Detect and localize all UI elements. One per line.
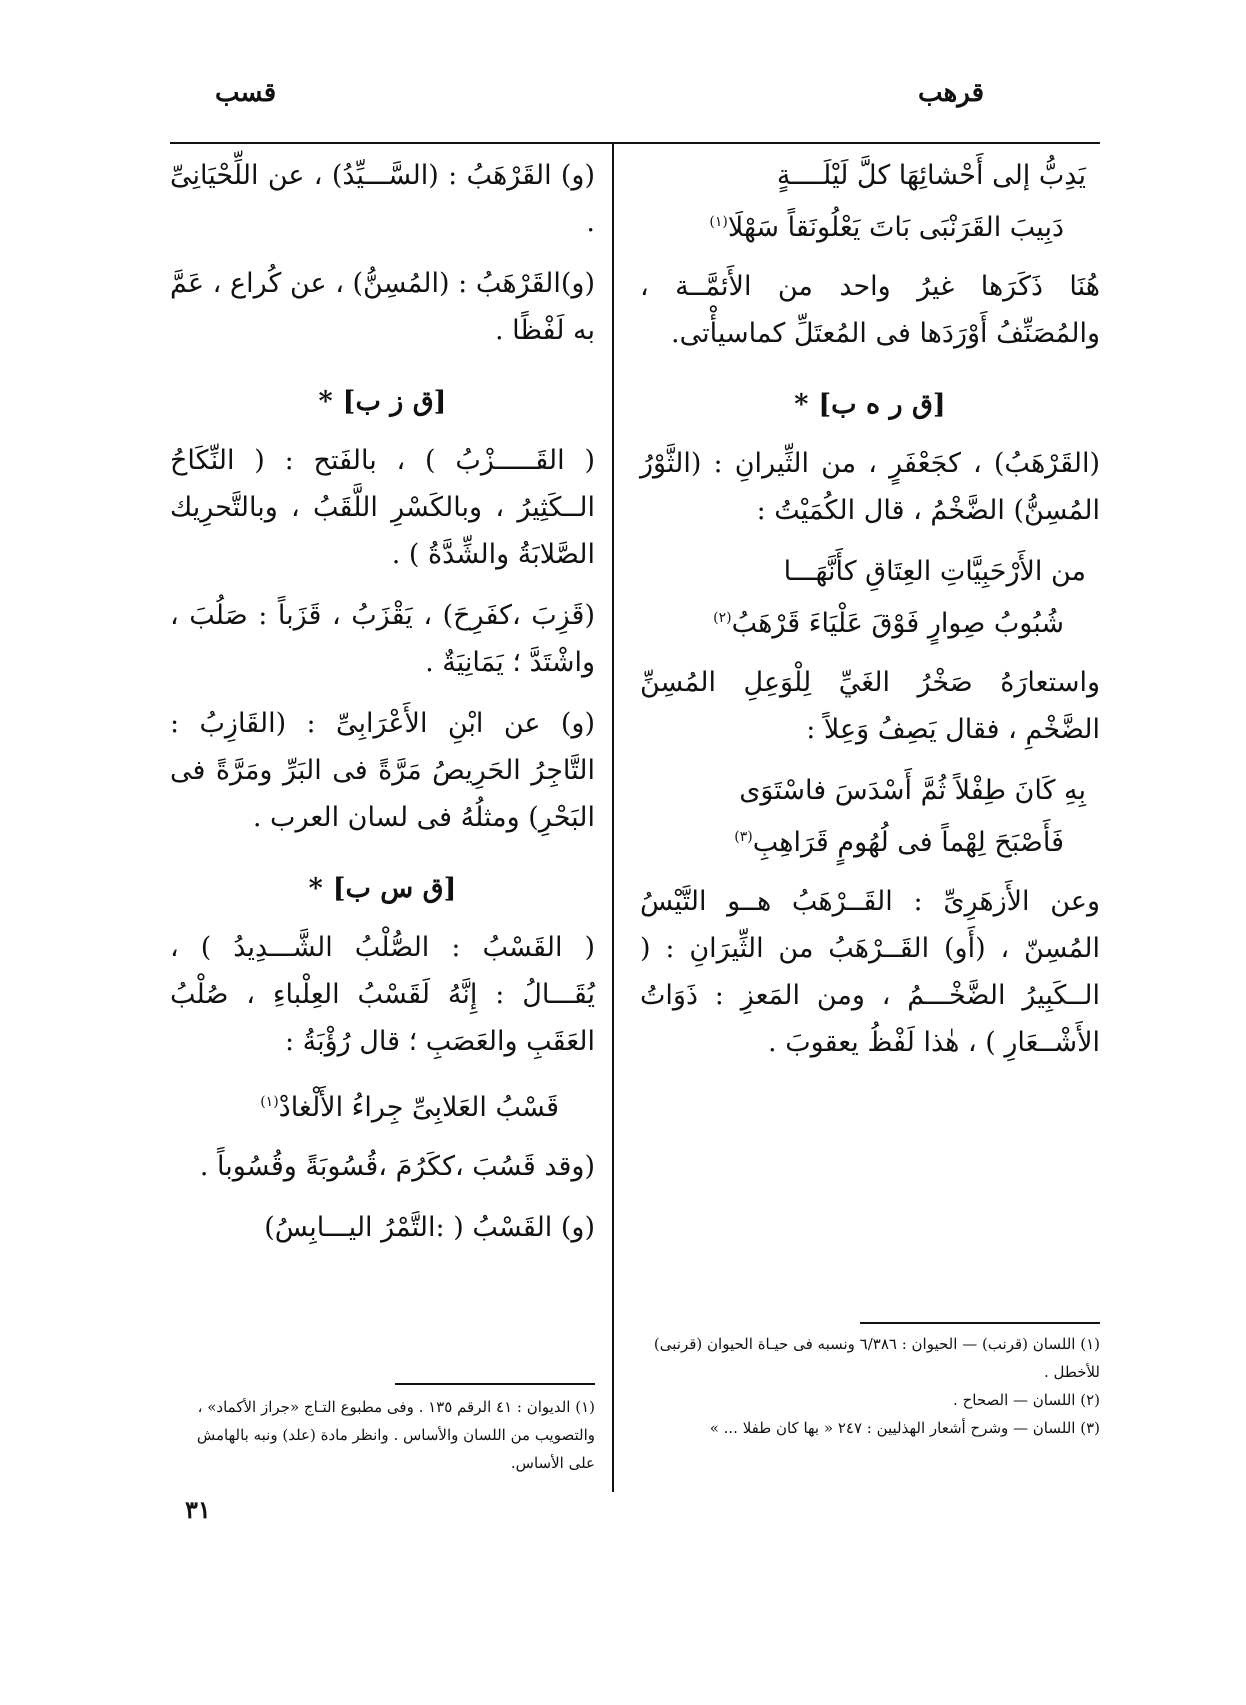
entry-paragraph: هُنَا ذَكَرَها غيرُ واحد من الأَئمَّــة ، والمُصَنِّفُ أَوْرَدَها فى المُعتَلِّ كماسيأْتى. [640, 271, 1100, 349]
running-head-left: قسب [215, 78, 277, 108]
entry-heading: [ق ر ه ب]* [794, 389, 946, 420]
entry-paragraph: (القَرْهَبُ) ، كجَعْفَرٍ ، من الثِّيرانِ : (الثَّوْرُ المُسِنُّ) الضَّخْمُ ، قال الكُمَيْتُ : [640, 448, 1100, 526]
footnote-rule [860, 1322, 1100, 1324]
footnote: (٣) اللسان — وشرح أشعار الهذليين : ٢٤٧ « بها كان طفلا ... » [709, 1419, 1100, 1437]
verse-block [640, 548, 1086, 647]
verse-line: يَدِبُّ إلى أَحْشائِهَا كلَّ لَيْلَــــةٍ [776, 160, 1086, 191]
entry-paragraph: (و) القَرْهَبُ : (السَّـــيِّدُ) ، عن اللِّحْيَانِىِّ . [170, 160, 595, 238]
entry-paragraph: (قَزِبَ ،كفَرِحَ) ، يَقْزَبُ ، قَزَباً : صَلُبَ ، واشْتَدَّ ؛ يَمَانِيَةٌ . [170, 600, 595, 678]
entry-paragraph: (و) القَسْبُ ( :التَّمْرُ اليـــابِسُ) [264, 1212, 595, 1243]
entry-paragraph: ( القَسْبُ : الصُّلْبُ الشَّـــدِيدُ ) ، يُقَـــالُ : إِنَّهُ لَقَسْبُ العِلْباءِ ، صُلْبُ العَقَبِ والعَصَبِ ؛ قال رُؤْبَةُ : [170, 932, 595, 1057]
footnote-rule [395, 1383, 595, 1385]
verse-block [640, 152, 1086, 251]
verse-line: دَبِيبَ القَرَنْبَى بَاتَ يَعْلُونَقاً سَهْلَا$^{(١)}$ [709, 212, 1064, 243]
verse-block [640, 767, 1086, 866]
footnote: (١) الديوان : ٤١ الرقم ١٣٥ . وفى مطبوع التـاج «جراز الأكماد» ، والتصويب من اللسان والأساس . وانظر مادة (علد) ونبه بالهامش على الأساس. [196, 1398, 595, 1472]
right-column [640, 152, 1100, 1080]
verse-line: من الأَرْحَبِيَّاتِ العِتَاقِ كأَنَّهَـــا [783, 556, 1086, 587]
entry-paragraph: واستعارَهُ صَخْرُ الغَيِّ لِلْوَعِلِ المُسِنِّ الضَّخْمِ ، فقال يَصِفُ وَعِلاً : [640, 667, 1100, 745]
verse-line: فَأَصْبَحَ لِهْماً فى لُهُومٍ قَرَاهِبِ$^{(٣)}$ [734, 827, 1064, 858]
verse-line: بِهِ كَانَ طِفْلاً ثُمَّ أَسْدَسَ فاسْتَوَى [739, 775, 1086, 806]
verse-block [170, 1079, 581, 1131]
entry-heading: [ق ز ب]* [318, 386, 447, 417]
footnote: (٢) اللسان — الصحاح . [953, 1391, 1100, 1409]
header-rule [170, 142, 1100, 144]
page-number: ٣١ [185, 1495, 211, 1524]
entry-paragraph: ( القَـــــزْبُ ) ، بالفَتح : ( النِّكَاحُ الــكَثِيرُ ، وبالكَسْرِ اللَّقَبُ ، وبالتَّحرِيك الصَّلابَةُ والشِّدَّةُ ) . [170, 445, 595, 570]
footnote-marker: (١) [709, 214, 728, 230]
entry-heading: [ق س ب]* [308, 873, 457, 904]
entry-paragraph: وعن الأَزهَرِىِّ : القَــرْهَبُ هــو التَّيْسُ المُسِنّ ، (أَو) القَــرْهَبُ من الثِّيرَانِ : ( الــكَبِيرُ الضَّخْـــمُ ، ومن المَعزِ : ذَوَاتُ الأَشْــعَارِ ) ، هٰذا لَفْظُ يعقوبَ . [640, 886, 1100, 1058]
footnote: (١) اللسان (قرنب) — الحيوان : ٦/٣٨٦ ونسبه فى حيـاة الحيوان (قرنبى) للأخطل . [653, 1335, 1100, 1381]
entry-paragraph: (وقد قَسُبَ ،ككَرُمَ ،قُسُوبَةً وقُسُوباً . [199, 1151, 595, 1182]
entry-paragraph: (و) عن ابْنِ الأَعْرَابِىِّ : (القَازِبُ : التَّاجِرُ الحَرِيصُ مَرَّةً فى البَرِّ ومَرَّةً فى البَحْرِ) ومثلُهُ فى لسان العرب . [170, 708, 595, 833]
footnotes-left [170, 1393, 595, 1477]
verse-line: قَسْبُ العَلابِىِّ جِراءُ الأَلْغادْ$^{(١)}$ [260, 1092, 559, 1123]
entry-paragraph: (و)القَرْهَبُ : (المُسِنُّ) ، عن كُراع ، عَمَّ به لَفْظًا . [170, 268, 595, 346]
footnotes-right [640, 1330, 1100, 1442]
footnote-marker: (٢) [713, 610, 732, 626]
left-column [170, 152, 595, 1265]
running-head-right: قرهب [917, 78, 984, 108]
footnote-marker: (١) [260, 1094, 279, 1110]
verse-line: شُبُوبُ صِوارٍ فَوْقَ عَلْيَاءَ قَرْهَبُ$^{(٢)}$ [713, 608, 1064, 639]
column-divider [612, 142, 614, 1492]
footnote-marker: (٣) [734, 829, 753, 845]
